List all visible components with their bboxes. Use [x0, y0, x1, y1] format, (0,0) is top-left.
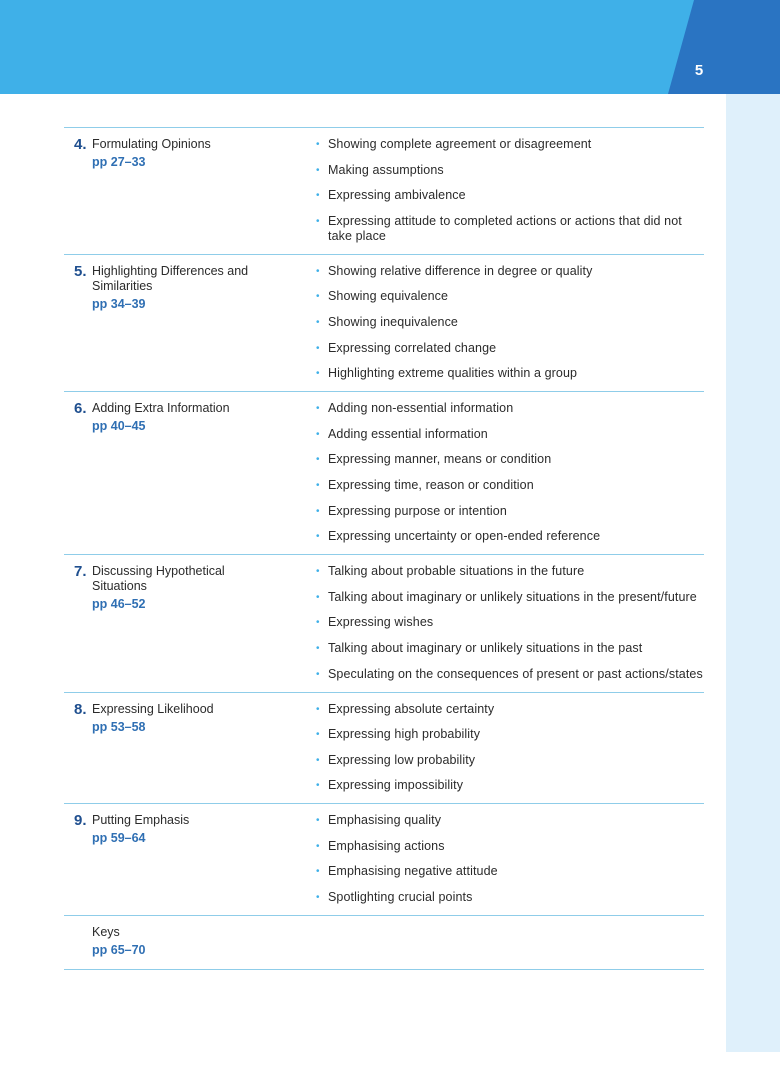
- bullet-icon: •: [316, 505, 320, 517]
- toc-row-left: [64, 702, 316, 794]
- topic-text: Expressing purpose or intention: [328, 503, 507, 518]
- topic-list-item: [316, 529, 704, 544]
- topic-text: Expressing manner, means or condition: [328, 452, 552, 467]
- topic-text: Speculating on the consequences of present or past actions/states: [328, 666, 703, 681]
- topic-list-item: [316, 753, 704, 768]
- bullet-icon: •: [316, 265, 320, 277]
- toc-row-left: [64, 264, 316, 381]
- toc-row-right: [316, 925, 704, 958]
- section-title: Adding Extra Information: [92, 401, 230, 416]
- topic-text: Adding essential information: [328, 426, 488, 441]
- topic-text: Talking about probable situations in the future: [328, 564, 585, 579]
- topic-list-item: [316, 890, 704, 905]
- bullet-icon: •: [316, 566, 320, 578]
- section-topic-list: [316, 702, 704, 794]
- bullet-icon: •: [316, 164, 320, 176]
- topic-list-item: [316, 427, 704, 442]
- section-pages-link[interactable]: pp 34–39: [92, 296, 146, 311]
- bullet-icon: •: [316, 428, 320, 440]
- toc-row-left: [64, 813, 316, 905]
- bullet-icon: •: [316, 215, 320, 227]
- topic-list-item: [316, 839, 704, 854]
- bullet-icon: •: [316, 342, 320, 354]
- topic-text: Showing equivalence: [328, 289, 449, 304]
- topic-text: Showing complete agreement or disagreement: [328, 137, 592, 151]
- bullet-icon: •: [316, 754, 320, 766]
- section-pages-link[interactable]: pp 53–58: [92, 719, 146, 734]
- bullet-icon: •: [316, 780, 320, 792]
- topic-list-item: [316, 478, 704, 493]
- toc-row: [64, 804, 704, 916]
- bullet-icon: •: [316, 479, 320, 491]
- topic-list-item: [316, 163, 704, 178]
- bullet-icon: •: [316, 642, 320, 654]
- topic-text: Expressing uncertainty or open-ended reference: [328, 529, 601, 544]
- toc-row: [64, 693, 704, 805]
- topic-list-item: [316, 667, 704, 682]
- section-title-wrap: [92, 564, 262, 681]
- bullet-icon: •: [316, 591, 320, 603]
- topic-text: Spotlighting crucial points: [328, 890, 473, 905]
- toc-row-left: [64, 925, 316, 958]
- topic-list-item: [316, 137, 704, 152]
- topic-list-item: [316, 564, 704, 579]
- section-title-wrap: [92, 702, 262, 794]
- section-title-wrap: [92, 925, 262, 958]
- topic-text: Expressing absolute certainty: [328, 701, 495, 716]
- topic-list-item: [316, 504, 704, 519]
- page-number: 5: [694, 62, 704, 79]
- topic-list-item: [316, 641, 704, 656]
- topic-text: Expressing correlated change: [328, 340, 497, 355]
- toc-row-left: [64, 137, 316, 244]
- topic-text: Showing relative difference in degree or quality: [328, 263, 593, 278]
- section-pages-link[interactable]: pp 40–45: [92, 419, 146, 434]
- toc-row-keys: [64, 916, 704, 970]
- toc-row-left: [64, 564, 316, 681]
- section-title: Highlighting Differences and Similarities: [92, 263, 249, 293]
- bullet-icon: •: [316, 316, 320, 328]
- topic-list-item: [316, 214, 704, 244]
- section-topic-list: [316, 813, 704, 905]
- section-number: [74, 925, 92, 958]
- topic-text: Talking about imaginary or unlikely situations in the present/future: [328, 589, 697, 604]
- bullet-icon: •: [316, 815, 320, 827]
- section-pages-link[interactable]: pp 27–33: [92, 155, 146, 169]
- topic-text: Expressing time, reason or condition: [328, 477, 534, 492]
- section-title-wrap: [92, 813, 262, 905]
- section-pages-link[interactable]: pp 59–64: [92, 831, 146, 846]
- topic-text: Expressing impossibility: [328, 778, 464, 793]
- topic-list-item: [316, 188, 704, 203]
- section-number: 7.: [74, 563, 87, 581]
- section-title-wrap: [92, 401, 262, 544]
- bullet-icon: •: [316, 454, 320, 466]
- bullet-icon: •: [316, 840, 320, 852]
- toc-row: [64, 555, 704, 692]
- bullet-icon: •: [316, 866, 320, 878]
- toc-row: [64, 128, 704, 255]
- topic-list-item: [316, 864, 704, 879]
- bullet-icon: •: [316, 368, 320, 380]
- section-title-wrap: [92, 264, 262, 381]
- section-pages-link[interactable]: pp 46–52: [92, 597, 146, 612]
- section-number: 5.: [74, 262, 87, 280]
- topic-text: Talking about imaginary or unlikely situations in the past: [328, 640, 643, 655]
- section-number: 8.: [74, 700, 87, 718]
- topic-list-item: [316, 264, 704, 279]
- topic-text: Emphasising quality: [328, 813, 442, 828]
- section-title-wrap: [92, 137, 262, 244]
- section-topic-list: [316, 401, 704, 544]
- section-number: 4.: [74, 136, 87, 153]
- table-of-contents: [64, 127, 704, 970]
- topic-text: Expressing ambivalence: [328, 188, 466, 203]
- header-band: [0, 0, 780, 94]
- topic-list-item: [316, 727, 704, 742]
- topic-list-item: [316, 315, 704, 330]
- topic-text: Making assumptions: [328, 162, 444, 177]
- bullet-icon: •: [316, 668, 320, 680]
- topic-list-item: [316, 615, 704, 630]
- topic-text: Adding non-essential information: [328, 401, 514, 416]
- bullet-icon: •: [316, 291, 320, 303]
- section-number: 9.: [74, 812, 87, 830]
- bullet-icon: •: [316, 139, 320, 150]
- keys-title: Keys: [92, 925, 120, 940]
- keys-pages[interactable]: pp 65–70: [92, 943, 146, 958]
- topic-text: Showing inequivalence: [328, 314, 458, 329]
- section-number: 6.: [74, 400, 87, 418]
- side-strip: [726, 94, 780, 1052]
- bullet-icon: •: [316, 403, 320, 415]
- topic-list-item: [316, 590, 704, 605]
- bullet-icon: •: [316, 703, 320, 715]
- topic-text: Expressing high probability: [328, 727, 481, 742]
- section-topic-list: [316, 137, 704, 244]
- topic-text: Emphasising actions: [328, 838, 445, 853]
- section-topic-list: [316, 564, 704, 681]
- topic-text: Emphasising negative attitude: [328, 864, 498, 879]
- section-title: Discussing Hypothetical Situations: [92, 564, 225, 594]
- bullet-icon: •: [316, 190, 320, 202]
- toc-row: [64, 392, 704, 555]
- toc-row-left: [64, 401, 316, 544]
- toc-row: [64, 255, 704, 392]
- topic-text: Highlighting extreme qualities within a group: [328, 366, 578, 381]
- topic-list-item: [316, 341, 704, 356]
- topic-text: Expressing low probability: [328, 752, 476, 767]
- topic-text: Expressing attitude to completed actions or actions that did not take place: [328, 213, 682, 243]
- bullet-icon: •: [316, 617, 320, 629]
- section-title: Expressing Likelihood: [92, 701, 214, 716]
- topic-list-item: [316, 702, 704, 717]
- section-title: Putting Emphasis: [92, 813, 190, 828]
- section-title: Formulating Opinions: [92, 137, 211, 151]
- topic-text: Expressing wishes: [328, 615, 434, 630]
- topic-list-item: [316, 452, 704, 467]
- topic-list-item: [316, 289, 704, 304]
- section-topic-list: [316, 264, 704, 381]
- topic-list-item: [316, 813, 704, 828]
- bullet-icon: •: [316, 892, 320, 904]
- topic-list-item: [316, 401, 704, 416]
- topic-list-item: [316, 366, 704, 381]
- topic-list-item: [316, 778, 704, 793]
- bullet-icon: •: [316, 531, 320, 543]
- bullet-icon: •: [316, 729, 320, 741]
